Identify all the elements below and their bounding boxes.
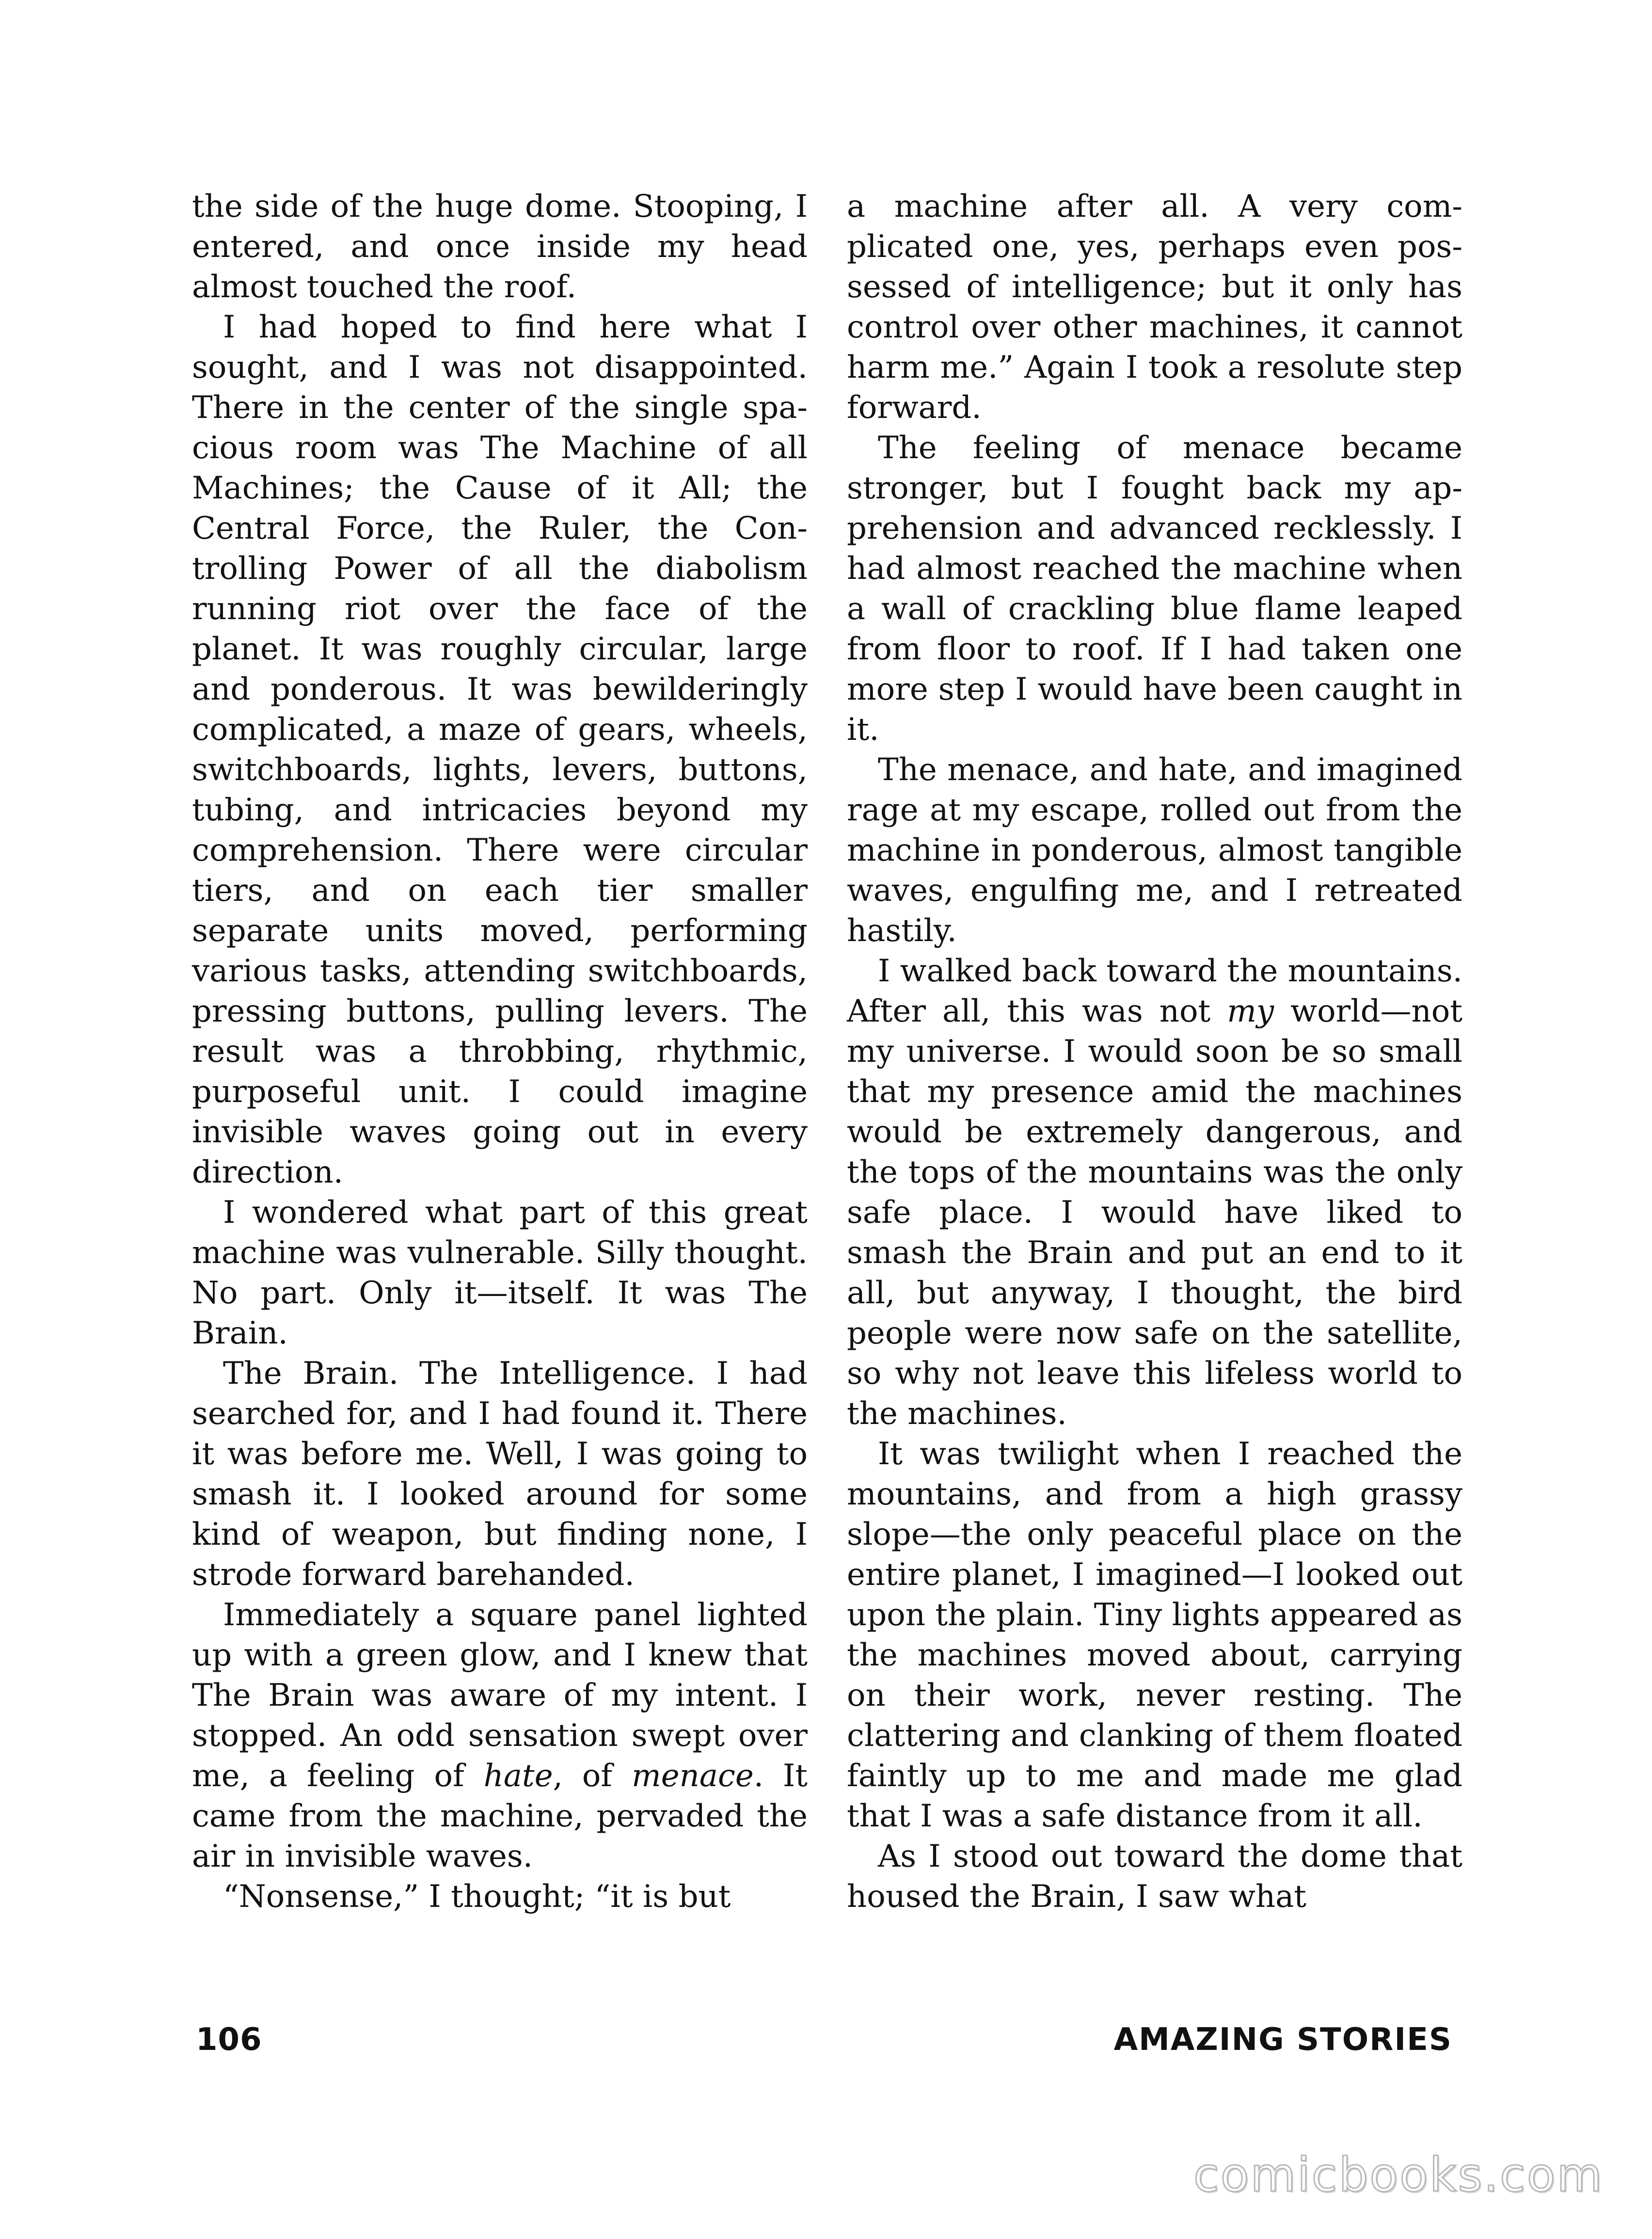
paragraph [847,951,1462,1434]
italic-word: hate [483,1758,553,1794]
paragraph: The Brain. The Intelligence. I had searched for, and I had found it. There it was before me. Well, I was going to smash it. I looked around for some kind of weapon, but finding none, I strode forward barehanded. [192,1356,808,1593]
paragraph: It was twilight when I reached the mountains, and from a high grassy slope—the only peaceful place on the entire planet, I imagined—I looked out upon the plain. Tiny lights appeared as the machines moved about, carrying on their work, never resting. The clattering and clanking of them floated faintly up to me and made me glad that I was a safe distance from it all. [847,1436,1462,1834]
italic-word: menace [632,1758,754,1794]
paragraph: I had hoped to find here what I sought, and I was not disappointed. There in the center of the single spacious room was The Machine of all Machines; the Cause of it All; the Central Force, the Ruler, the Controlling Power of all the diabolism running riot over the face of the planet. It was roughly circular, large and ponderous. It was bewilderingly complicated, a maze of gears, wheels, switchboards, lights, levers, buttons, tubing, and intricacies beyond my comprehension. There were circular tiers, and on each tier smaller separate units moved, performing various tasks, attending switchboards, pressing buttons, pulling levers. The result was a throbbing, rhythmic, purposeful unit. I could imagine invisible waves going out in every direction. [192,309,808,1190]
italic-word: my [1227,993,1274,1029]
paragraph: The menace, and hate, and imagined rage at my escape, rolled out from the machine in ponderous, almost tangible waves, engulfing me, and I retreated hastily. [847,752,1462,949]
paragraph: a machine after all. A very complicated one, yes, perhaps even possessed of intelligence; but it only has control over other machines, it cannot harm me.” Again I took a resolute step forward. [847,189,1462,426]
paragraph: the side of the huge dome. Stooping, I entered, and once inside my head almost touched the roof. [192,189,808,305]
paragraph: As I stood out toward the dome that housed the Brain, I saw what [847,1839,1462,1915]
left-column [192,187,808,1917]
right-column [847,187,1462,1917]
paragraph: I wondered what part of this great machine was vulnerable. Silly thought. No part. Only it—itself. It was The Brain. [192,1195,808,1351]
magazine-title: AMAZING STORIES [1113,2022,1452,2058]
text-run: . It came from the machine, pervaded the air in invisible waves. [192,1758,808,1874]
text-run: world—not my universe. I would soon be so small that my presence amid the machines would be extremely dangerous, and the tops of the mountains was the only safe place. I would have liked to smash the Brain and put an end to it all, but anyway, I thought, the bird people were now safe on the satellite, so why not leave this lifeless world to the machines. [847,993,1463,1432]
text-run: , of [553,1758,632,1794]
paragraph: The feeling of menace became stronger, but I fought back my apprehension and advanced recklessly. I had almost reached the machine when a wall of crackling blue flame leaped from floor to roof. If I had taken one more step I would have been caught in it. [847,430,1462,748]
text-run: I walked back toward the mountains. After all, this was not [847,953,1462,1029]
text-run: Immediately a square panel lighted up with a green glow, and I knew that The Brain was aware of my intent. I stopped. An odd sensation swept over me, a feeling of [192,1597,808,1794]
watermark-logo: comicbooks.com [1193,2148,1604,2202]
paragraph [192,1595,808,1877]
paragraph: “Nonsense,” I thought; “it is but [223,1879,731,1915]
page-number: 106 [196,2022,262,2058]
